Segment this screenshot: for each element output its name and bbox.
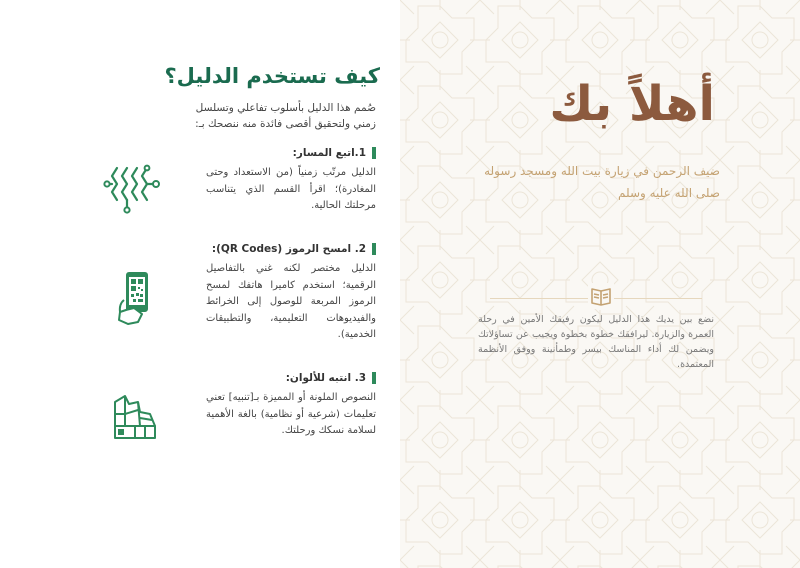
book-icon xyxy=(588,283,614,309)
step-follow-path xyxy=(206,147,376,215)
welcome-subtitle: ضيف الرحمن في زيارة بيت الله ومسجد رسوله صلى الله عليه وسلم xyxy=(484,164,720,200)
guide-intro: صُمم هذا الدليل بأسلوب تفاعلي وتسلسل زمني ولتحقيق أقصى فائدة منه ننصحك بـ: xyxy=(195,102,376,130)
step-heading: 3. انتبه للألوان: xyxy=(285,372,366,384)
step-scan-codes xyxy=(206,243,376,344)
welcome-description: نضع بين يديك هذا الدليل ليكون رفيقك الأمين في رحلة العمرة والزيارة. ليرافقك خطوة بخطوة ويجيب عن تساؤلاتك ويضمن لك أداء المناسك بيسر وطمأنينة ووفق الأنظمة المعتمدة. xyxy=(478,314,714,370)
step-text: الدليل مرتّب زمنياً (من الاستعداد وحتى المغادرة)؛ اقرأ القسم الذي يتناسب مرحلتك الحالية. xyxy=(206,167,376,211)
step-watch-colors xyxy=(206,372,376,440)
heading-bar xyxy=(372,243,376,255)
step-text: النصوص الملونة أو المميزة بـ[تنبيه] تعني تعليمات (شرعية أو نظامية) بالغة الأهمية لسلامة نسكك ورحلتك. xyxy=(206,392,376,436)
guide-title: كيف تستخدم الدليل؟ xyxy=(164,64,380,88)
step-text: الدليل مختصر لكنه غني بالتفاصيل الرقمية؛ استخدم كاميرا هاتفك لمسح الرموز المربعة للوصول إلى الخرائط والفيديوهات التعليمية، والتطبيقات الخدمية). xyxy=(206,263,376,340)
phone-qr-icon xyxy=(114,270,156,326)
flow-path-icon xyxy=(103,164,165,214)
welcome-title: أهلاً بك xyxy=(549,76,715,132)
step-heading: 1.اتبع المسار: xyxy=(292,147,366,159)
color-swatch-icon xyxy=(110,392,160,442)
heading-bar xyxy=(372,147,376,159)
welcome-panel xyxy=(400,0,800,568)
step-heading: 2. امسح الرموز (QR Codes): xyxy=(211,243,366,255)
heading-bar xyxy=(372,372,376,384)
